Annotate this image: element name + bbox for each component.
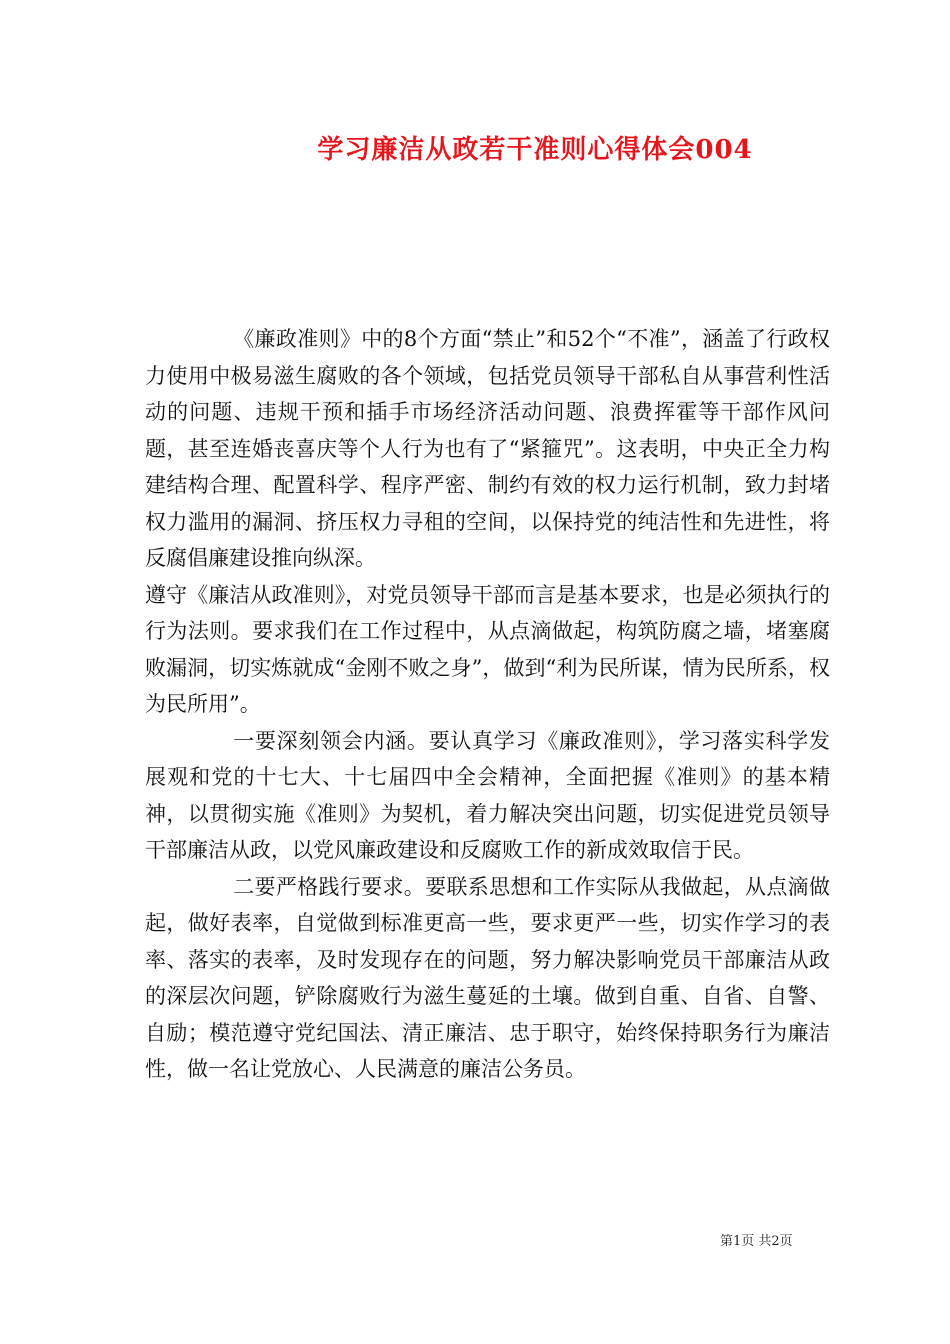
page-number-footer: 第1页 共2页 bbox=[720, 1234, 793, 1249]
document-title: 学习廉洁从政若干准则心得体会004 bbox=[317, 135, 753, 165]
document-body bbox=[145, 321, 830, 1088]
paragraph-4: 二要严格践行要求。要联系思想和工作实际从我做起，从点滴做起，做好表率，自觉做到标准更高一些，要求更严一些，切实作学习的表率、落实的表率，及时发现存在的问题，努力解决影响党员干部廉洁从政的深层次问题，铲除腐败行为滋生蔓延的土壤。做到自重、自省、自警、自励；模范遵守党纪国法、清正廉洁、忠于职守，始终保持职务行为廉洁性，做一名让党放心、人民满意的廉洁公务员。 bbox=[145, 874, 830, 1081]
paragraph-1: 《廉政准则》中的8个方面“禁止”和52个“不准”，涵盖了行政权力使用中极易滋生腐败的各个领域，包括党员领导干部私自从事营利性活动的问题、违规干预和插手市场经济活动问题、浪费挥霍等干部作风问题，甚至连婚丧喜庆等个人行为也有了“紧箍咒”。这表明，中央正全力构建结构合理、配置科学、程序严密、制约有效的权力运行机制，致力封堵权力滥用的漏洞、挤压权力寻租的空间，以保持党的纯洁性和先进性，将反腐倡廉建设推向纵深。 bbox=[145, 327, 830, 570]
paragraph-2: 遵守《廉洁从政准则》，对党员领导干部而言是基本要求，也是必须执行的行为法则。要求我们在工作过程中，从点滴做起，构筑防腐之墙，堵塞腐败漏洞，切实炼就成“金刚不败之身”，做到“利为民所谋，情为民所系，权为民所用”。 bbox=[145, 582, 830, 716]
paragraph-3: 一要深刻领会内涵。要认真学习《廉政准则》，学习落实科学发展观和党的十七大、十七届四中全会精神，全面把握《准则》的基本精神，以贯彻实施《准则》为契机，着力解决突出问题，切实促进党员领导干部廉洁从政，以党风廉政建设和反腐败工作的新成效取信于民。 bbox=[145, 728, 830, 862]
